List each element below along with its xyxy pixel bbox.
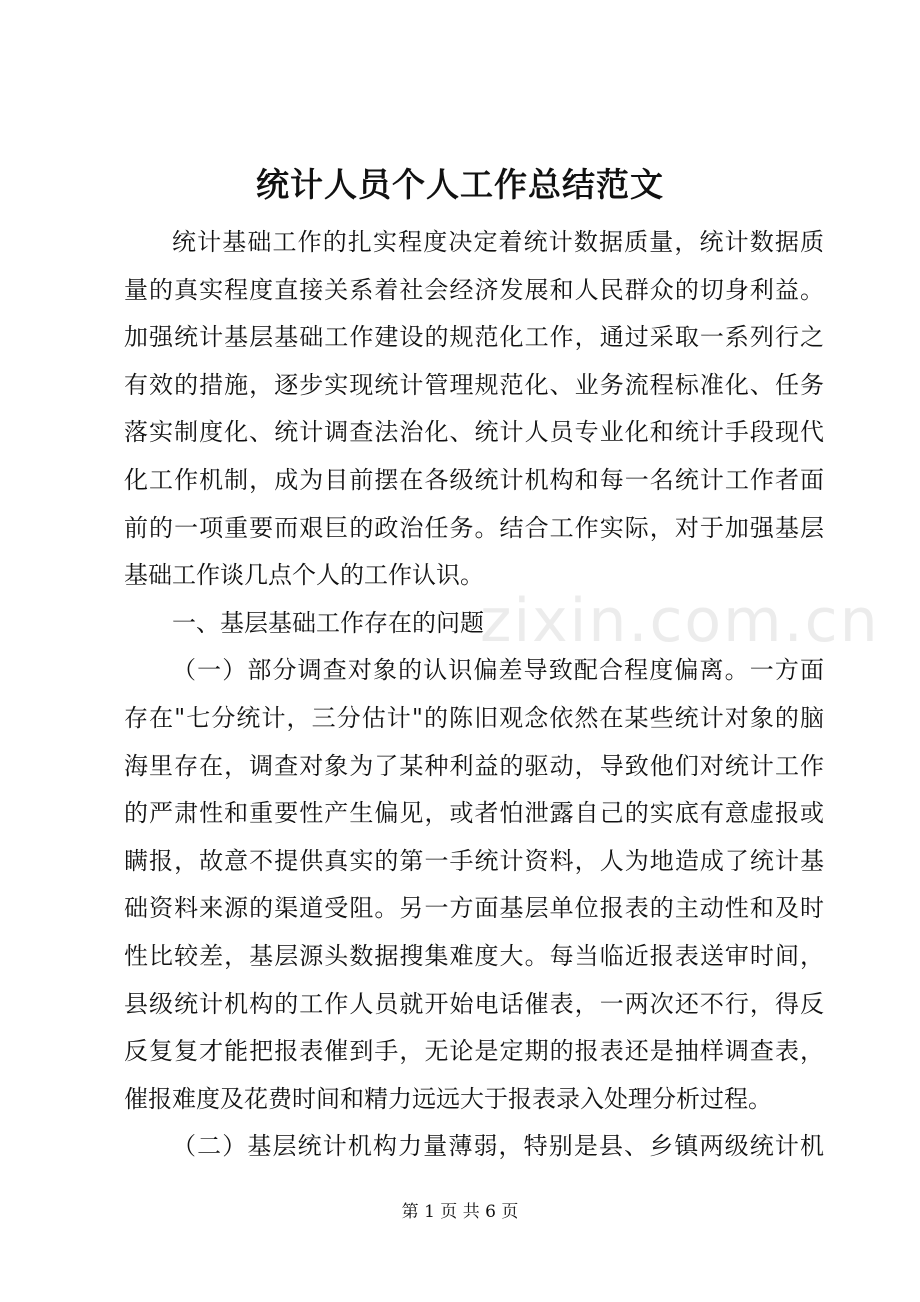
body-line: 性比较差，基层源头数据搜集难度大。每当临近报表送审时间， — [124, 942, 824, 970]
watermark: zixin.com.cn — [480, 586, 880, 656]
body-line: （二）基层统计机构力量薄弱，特别是县、乡镇两级统计机 — [172, 1132, 824, 1161]
body-line: 县级统计机构的工作人员就开始电话催表，一两次还不行，得反 — [124, 989, 824, 1018]
body-line: 量的真实程度直接关系着社会经济发展和人民群众的切身利益。 — [124, 275, 824, 304]
body-line: 统计基础工作的扎实程度决定着统计数据质量，统计数据质 — [172, 228, 824, 256]
body-line: 催报难度及花费时间和精力远远大于报表录入处理分析过程。 — [124, 1084, 772, 1113]
body-line: 存在"七分统计，三分估计"的陈旧观念依然在某些统计对象的脑 — [124, 704, 824, 732]
body-line: 落实制度化、统计调查法治化、统计人员专业化和统计手段现代 — [124, 418, 824, 447]
body-line: 的严肃性和重要性产生偏见，或者怕泄露自己的实底有意虚报或 — [124, 799, 824, 828]
body-line: 反复复才能把报表催到手，无论是定期的报表还是抽样调查表， — [124, 1037, 824, 1066]
body-line: 瞒报，故意不提供真实的第一手统计资料，人为地造成了统计基 — [124, 846, 824, 875]
page-footer: 第 1 页 共 6 页 — [401, 1202, 519, 1222]
body-line: 化工作机制，成为目前摆在各级统计机构和每一名统计工作者面 — [124, 466, 824, 494]
body-line: 础资料来源的渠道受阻。另一方面基层单位报表的主动性和及时 — [124, 894, 824, 923]
document-title: 统计人员个人工作总结范文 — [256, 165, 664, 204]
body-line: 海里存在，调查对象为了某种利益的驱动，导致他们对统计工作 — [124, 751, 824, 780]
body-line: 有效的措施，逐步实现统计管理规范化、业务流程标准化、任务 — [124, 370, 824, 399]
body-line: 基础工作谈几点个人的工作认识。 — [124, 561, 484, 590]
body-line: 一、基层基础工作存在的问题 — [172, 608, 484, 637]
body-line: （一）部分调查对象的认识偏差导致配合程度偏离。一方面 — [172, 656, 824, 685]
body-line: 加强统计基层基础工作建设的规范化工作，通过采取一系列行之 — [124, 323, 824, 352]
body-line: 前的一项重要而艰巨的政治任务。结合工作实际，对于加强基层 — [124, 513, 824, 542]
